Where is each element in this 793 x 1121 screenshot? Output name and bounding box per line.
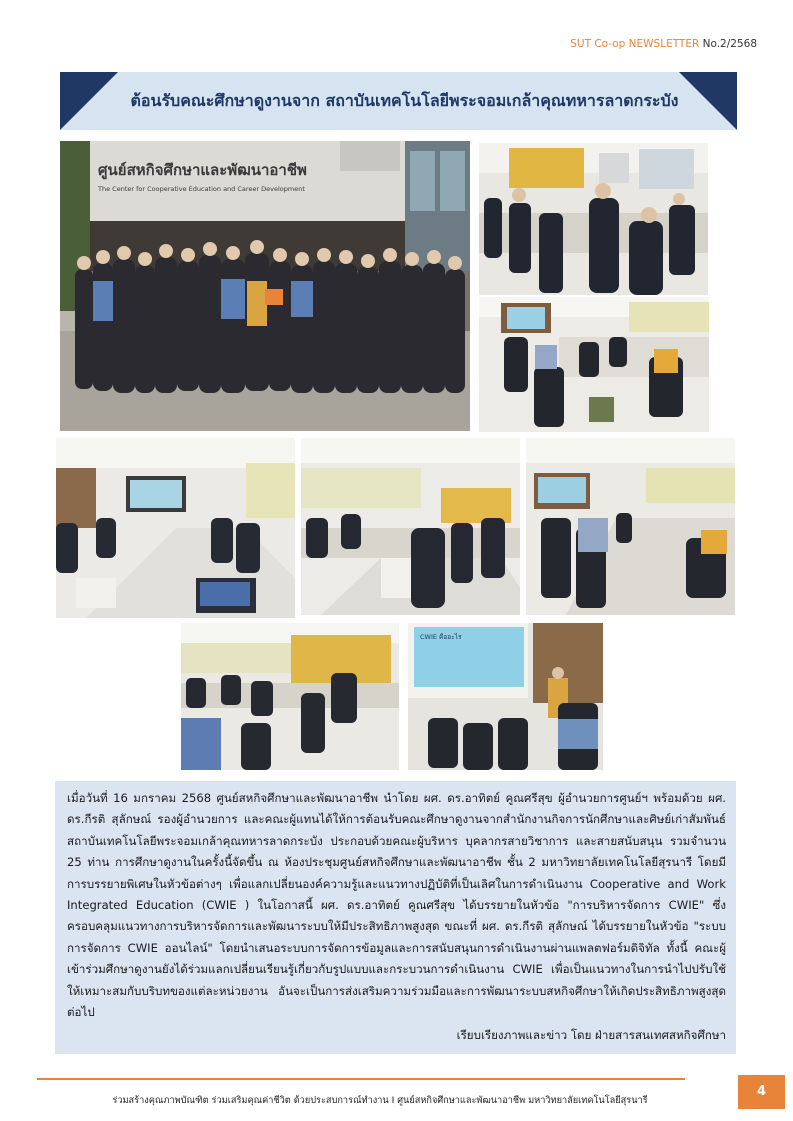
- newsletter-header: [570, 38, 757, 50]
- building-sign-thai: ศูนย์สหกิจศึกษาและพัฒนาอาชีพ: [98, 161, 307, 179]
- article-body-box: [55, 781, 736, 1054]
- meeting-photo-mid-right: [479, 297, 709, 432]
- building-sign-english: The Center for Cooperative Education and Career Development: [98, 185, 305, 193]
- title-banner: [60, 72, 737, 130]
- page-number: 4: [738, 1075, 785, 1109]
- screen-caption: CWIE คืออะไร: [420, 633, 462, 641]
- group-photo: [60, 141, 470, 431]
- meeting-photo-row2-right: [526, 438, 735, 615]
- meeting-photo-row3-left: [181, 623, 399, 770]
- article-title: ต้อนรับคณะศึกษาดูงานจาก สถาบันเทคโนโลยีพระจอมเกล้าคุณทหารลาดกระบัง: [130, 91, 679, 110]
- article-body: เมื่อวันที่ 16 มกราคม 2568 ศูนย์สหกิจศึกษาและพัฒนาอาชีพ นำโดย ผศ. ดร.อาทิตย์ คูณศรีสุข ผู้อำนวยการศูนย์ฯ พร้อมด้วย ผศ. ดร.กีรติ สุลักษณ์ รองผู้อำนวยการ และคณะผู้แทนได้ให้การต้อนรับคณะศึกษาดูงานจากสำนักงานกิจการนักศึกษาและศิษย์เก่าสัมพันธ์ สถาบันเทคโนโลยีพระจอมเกล้าคุณทหารลาดกระบัง ประกอบด้วยคณะผู้บริหาร บุคลากรสายวิชาการ และสายสนับสนุน รวมจำนวน 25 ท่าน การศึกษาดูงานในครั้งนี้จัดขึ้น ณ ห้องประชุมศูนย์สหกิจศึกษาและพัฒนาอาชีพ ชั้น 2 มหาวิทยาลัยเทคโนโลยีสุรนารี โดยมีการบรรยายพิเศษในหัวข้อต่างๆ เพื่อแลกเปลี่ยนองค์ความรู้และแนวทางปฏิบัติที่เป็นเลิศในการดำเนินงาน Cooperative and Work Integrated Education (CWIE ) ในโอกาสนี้ ผศ. ดร.อาทิตย์ คูณศรีสุข ได้บรรยายในหัวข้อ "การบริหารจัดการ CWIE" ซึ่งครอบคลุมแนวทางการบริหารจัดการและพัฒนาระบบให้มีประสิทธิภาพสูงสุด ขณะที่ ผศ. ดร.กีรติ สุลักษณ์ ได้บรรยายในหัวข้อ "ระบบการจัดการ CWIE ออนไลน์" โดยนำเสนอระบบการจัดการข้อมูลและการสนับสนุนการดำเนินงานผ่านแพลตฟอร์มดิจิทัล ทั้งนี้ คณะผู้เข้าร่วมศึกษาดูงานยังได้ร่วมแลกเปลี่ยนเรียนรู้เกี่ยวกับรูปแบบและกระบวนการดำเนินงาน CWIE เพื่อเป็นแนวทางในการนำไปปรับใช้ให้เหมาะสมกับบริบทของแต่ละหน่วยงาน อันจะเป็นการส่งเสริมความร่วมมือและการพัฒนาระบบสหกิจศึกษาให้เกิดประสิทธิภาพสูงสุดต่อไป: [67, 791, 726, 1020]
- meeting-photo-top-right: [479, 143, 708, 295]
- article-credit: เรียบเรียงภาพและข่าว โดย ฝ่ายสารสนเทศสหกิจศึกษา: [456, 1028, 726, 1042]
- meeting-photo-row2-left: [56, 438, 295, 618]
- newsletter-name: SUT Co-op NEWSLETTER: [570, 38, 700, 50]
- meeting-photo-row2-middle: [301, 438, 520, 615]
- issue-number: No.2/2568: [702, 38, 757, 50]
- presentation-photo: [408, 623, 603, 770]
- footer-text: ร่วมสร้างคุณภาพบัณฑิต ร่วมเสริมคุณค่าชีวิต ด้วยประสบการณ์ทำงาน I ศูนย์สหกิจศึกษาและพัฒนาอาชีพ มหาวิทยาลัยเทคโนโลยีสุรนารี: [112, 1095, 648, 1106]
- footer-rule: [37, 1078, 685, 1080]
